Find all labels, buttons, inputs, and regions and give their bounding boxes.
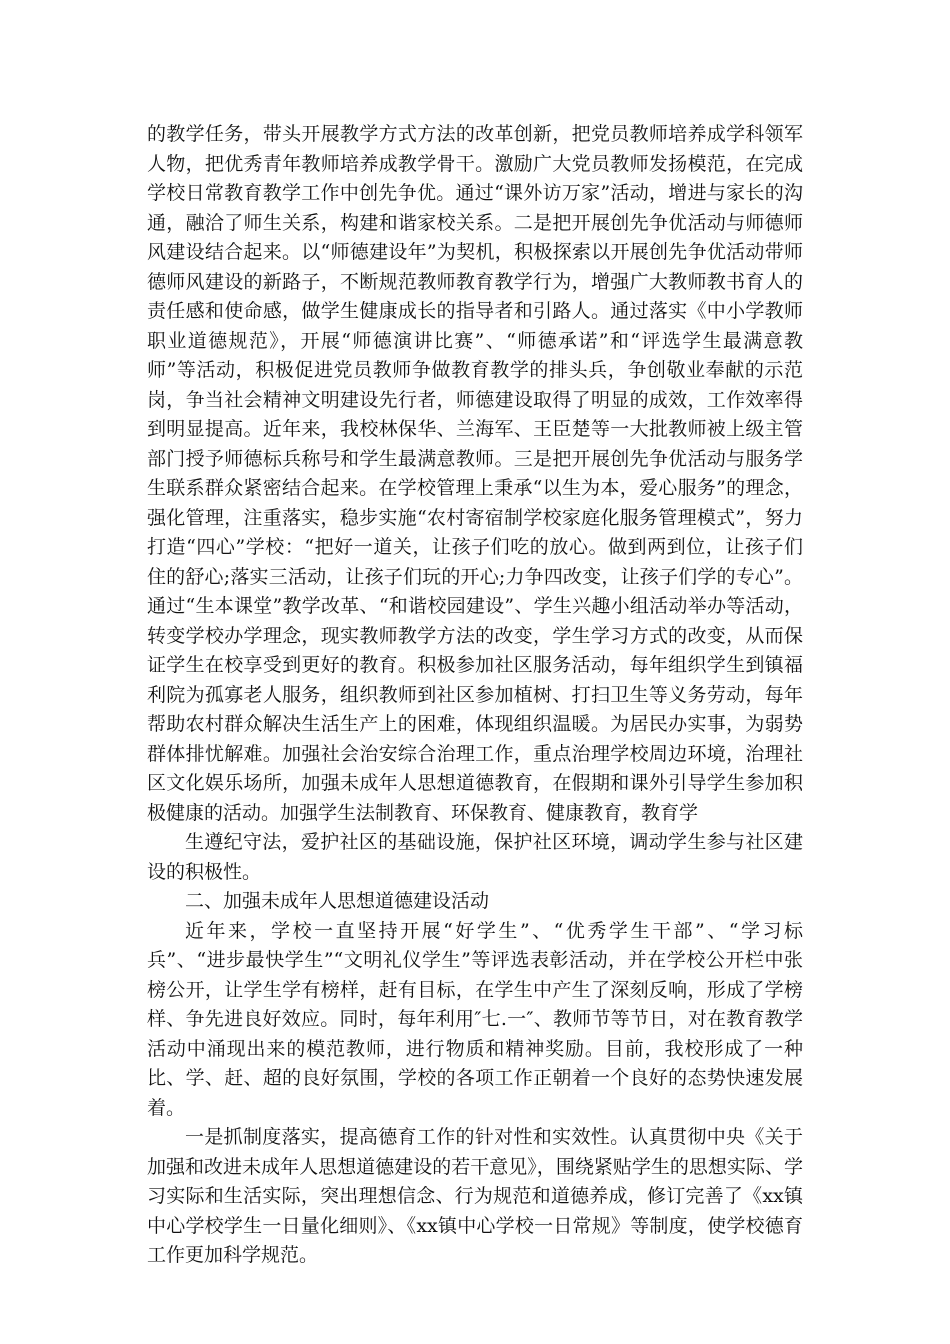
paragraph-1: 的教学任务，带头开展教学方式方法的改革创新，把党员教师培养成学科领军人物，把优秀青年教师培养成教学骨干。激励广大党员教师发扬模范，在完成学校日常教育教学工作中创先争优。通过“课外访万家”活动，增进与家长的沟通，融洽了师生关系，构建和谐家校关系。二是把开展创先争优活动与师德师风建设结合起来。以“师德建设年”为契机，积极探索以开展创先争优活动带师德师风建设的新路子，不断规范教师教育教学行为，增强广大教师教书育人的责任感和使命感，做学生健康成长的指导者和引路人。通过落实《中小学教师职业道德规范》，开展“师德演讲比赛”、“师德承诺”和“评选学生最满意教师”等活动，积极促进党员教师争做教育教学的排头兵，争创敬业奉献的示范岗，争当社会精神文明建设先行者，师德建设取得了明显的成效，工作效率得到明显提高。近年来，我校林保华、兰海军、王臣楚等一大批教师被上级主管部门授予师德标兵称号和学生最满意教师。三是把开展创先争优活动与服务学生联系群众紧密结合起来。在学校管理上秉承“以生为本，爱心服务”的理念，强化管理，注重落实，稳步实施“农村寄宿制学校家庭化服务管理模式”，努力打造“四心”学校：“把好一道关，让孩子们吃的放心。做到两到位，让孩子们住的舒心;落实三活动，让孩子们玩的开心;力争四改变，让孩子们学的专心”。通过“生本课堂”教学改革、“和谐校园建设”、学生兴趣小组活动举办等活动，转变学校办学理念，现实教师教学方法的改变，学生学习方式的改变，从而保证学生在校享受到更好的教育。积极参加社区服务活动，每年组织学生到镇福利院为孤寡老人服务，组织教师到社区参加植树、打扫卫生等义务劳动，每年帮助农村群众解决生活生产上的困难，体现组织温暖。为居民办实事，为弱势群体排忧解难。加强社会治安综合治理工作，重点治理学校周边环境，治理社区文化娱乐场所，加强未成年人思想道德教育，在假期和课外引导学生参加积极健康的活动。加强学生法制教育、环保教育、健康教育，教育学 [147,123,803,824]
paragraph-4: 一是抓制度落实，提高德育工作的针对性和实效性。认真贯彻中央《关于加强和改进未成年人思想道德建设的若干意见》，围绕紧贴学生的思想实际、学习实际和生活实际，突出理想信念、行为规范和道德养成，修订完善了《xx镇中心学校学生一日量化细则》、《xx镇中心学校一日常规》等制度，使学校德育工作更加科学规范。 [147,1126,803,1266]
paragraph-3: 近年来，学校一直坚持开展“好学生”、“优秀学生干部”、“学习标兵”、“进步最快学生”“文明礼仪学生”等评选表彰活动，并在学校公开栏中张榜公开，让学生学有榜样，赶有目标，在学生中产生了深刻反响，形成了学榜样、争先进良好效应。同时，每年利用″七.一″、教师节等节日，对在教育教学活动中涌现出来的模范教师，进行物质和精神奖励。目前，我校形成了一种比、学、赶、超的良好氛围，学校的各项工作正朝着一个良好的态势快速发展着。 [147,919,803,1119]
paragraph-2: 生遵纪守法，爱护社区的基础设施，保护社区环境，调动学生参与社区建设的积极性。 [147,831,803,883]
document-page [147,120,803,1271]
section-heading: 二、加强未成年人思想道德建设活动 [185,890,490,912]
